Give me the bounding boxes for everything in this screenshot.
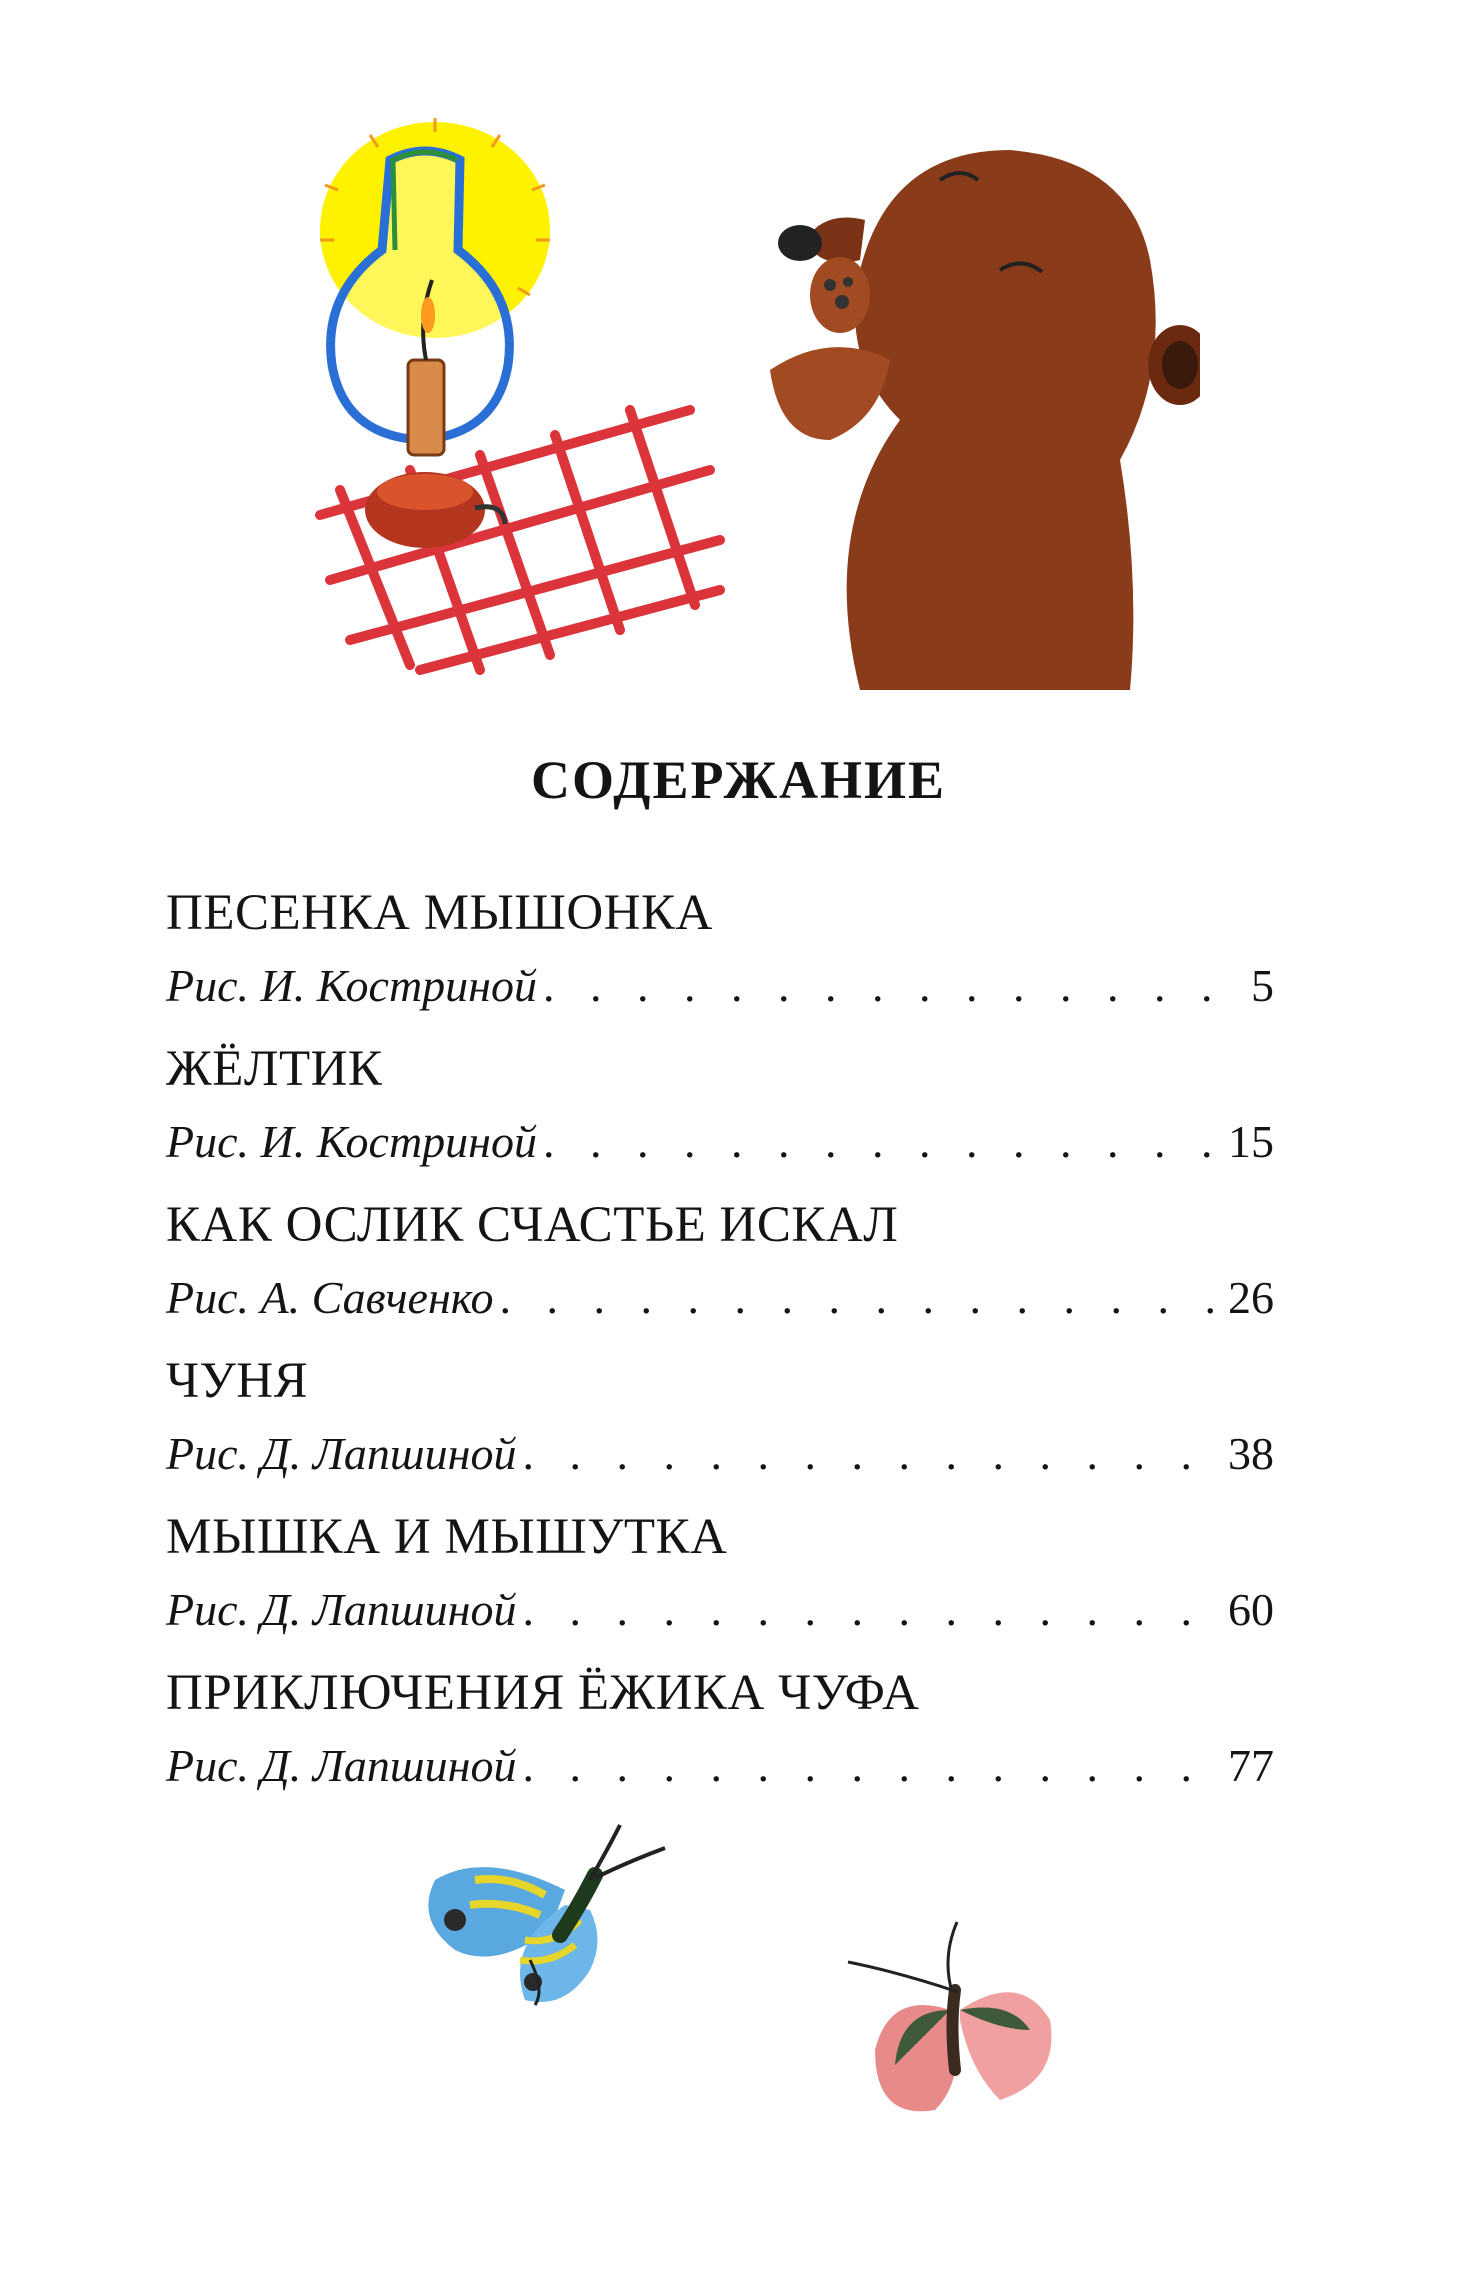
illustrator-credit: Рис. Д. Лапшиной — [166, 1740, 517, 1791]
illustrator-credit: Рис. И. Костриной — [166, 960, 537, 1011]
toc-entry[interactable] — [166, 1665, 1274, 1824]
dot-leader — [522, 1743, 1222, 1789]
credit-row — [166, 1116, 1274, 1167]
page-number: 5 — [1251, 960, 1274, 1011]
page-number: 77 — [1228, 1740, 1274, 1791]
illustrator-credit: Рис. А. Савченко — [166, 1272, 494, 1323]
dot-leader — [543, 963, 1245, 1009]
toc-entry[interactable] — [166, 1197, 1274, 1356]
illustrator-credit: Рис. Д. Лапшиной — [166, 1428, 517, 1479]
page-number: 26 — [1228, 1272, 1274, 1323]
dot-leader — [543, 1119, 1222, 1165]
dot-leader — [500, 1275, 1222, 1321]
bear-cub — [770, 150, 1200, 690]
credit-row — [166, 1428, 1274, 1479]
illustrator-credit: Рис. И. Костриной — [166, 1116, 537, 1167]
illustrator-credit: Рис. Д. Лапшиной — [166, 1584, 517, 1635]
story-title: ПЕСЕНКА МЫШОНКА — [166, 885, 713, 941]
story-title: КАК ОСЛИК СЧАСТЬЕ ИСКАЛ — [166, 1197, 899, 1253]
toc-entry[interactable] — [166, 1041, 1274, 1200]
dot-leader — [522, 1587, 1222, 1633]
story-title: ЧУНЯ — [166, 1353, 309, 1409]
table-of-contents — [166, 885, 1274, 1824]
credit-row — [166, 1584, 1274, 1635]
story-title: ПРИКЛЮЧЕНИЯ ЁЖИКА ЧУФА — [166, 1665, 920, 1721]
lamp-and-bear-illustration — [300, 110, 1200, 690]
credit-row — [166, 1740, 1274, 1791]
pink-moth-illustration — [840, 1920, 1070, 2130]
page-number: 60 — [1228, 1584, 1274, 1635]
page-number: 15 — [1228, 1116, 1274, 1167]
story-title: МЫШКА И МЫШУТКА — [166, 1509, 728, 1565]
toc-entry[interactable] — [166, 1509, 1274, 1668]
dot-leader — [522, 1431, 1222, 1477]
toc-entry[interactable] — [166, 885, 1274, 1044]
toc-entry[interactable] — [166, 1353, 1274, 1512]
blue-moth-illustration — [415, 1820, 675, 2010]
story-title: ЖЁЛТИК — [166, 1041, 383, 1097]
checkered-tablecloth — [320, 410, 720, 670]
credit-row — [166, 1272, 1274, 1323]
toc-heading: СОДЕРЖАНИЕ — [531, 750, 946, 810]
credit-row — [166, 960, 1274, 1011]
page-number: 38 — [1228, 1428, 1274, 1479]
